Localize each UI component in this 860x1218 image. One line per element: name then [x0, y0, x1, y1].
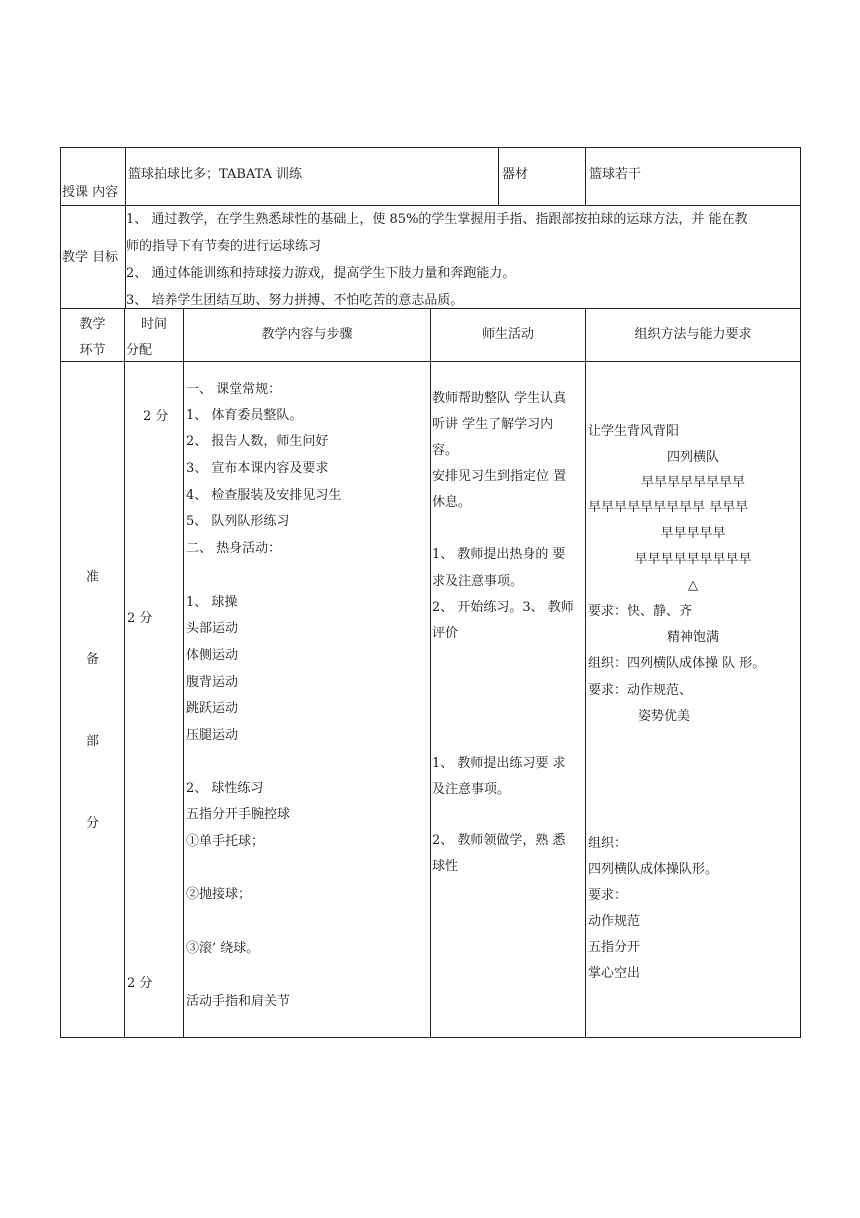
activity-line: 听讲 学生了解学习内: [432, 417, 554, 432]
col-header-activity: 师生活动: [481, 327, 534, 342]
org-line: 四列横队成体操队形。: [588, 862, 719, 877]
content-line: 1、 球操: [186, 595, 238, 610]
activity-line: 1、 教师提出练习要 求: [432, 756, 566, 771]
activity-line: 2、 开始练习。3、 教师: [432, 600, 574, 615]
activity-line: 求及注意事项。: [432, 574, 524, 589]
content-line: 4、 检查服装及安排见习生: [186, 488, 342, 503]
col-header-stage-2: 环节: [79, 343, 106, 358]
content-line: ②抛接球；: [186, 887, 252, 902]
col-divider-3: [430, 308, 431, 1038]
content-line: 3、 宣布本课内容及要求: [186, 461, 329, 476]
stage-char: 部: [85, 734, 99, 749]
content-line: 2、 报告人数，师生问好: [186, 434, 329, 449]
content-line: ①单手托球；: [186, 834, 265, 849]
table-border-top: [60, 147, 801, 148]
activity-line: 及注意事项。: [432, 782, 511, 797]
col-header-content: 教学内容与步骤: [261, 327, 353, 342]
org-line: 早早早早早早早早: [640, 475, 745, 490]
content-line: 二、 热身活动：: [186, 541, 282, 556]
activity-line: 评价: [432, 626, 459, 641]
activity-line: 2、 教师领做学，熟 悉: [432, 833, 566, 848]
content-line: 一、 课堂常规：: [186, 382, 282, 397]
col-divider-2: [183, 308, 184, 1038]
activity-line: 休息。: [432, 495, 472, 510]
col-header-org: 组织方法与能力要求: [634, 327, 752, 342]
col-header-stage-1: 教学: [79, 317, 106, 332]
content-line: ③滚’ 绕球。: [186, 941, 260, 956]
stage-char: 备: [85, 652, 99, 667]
org-line: 要求：快、静、齐: [588, 604, 693, 619]
activity-line: 1、 教师提出热身的 要: [432, 547, 566, 562]
table-border-right: [800, 147, 801, 1038]
activity-line: 容。: [432, 443, 459, 458]
org-line: 五指分开: [588, 940, 641, 955]
activity-line: 球性: [432, 859, 459, 874]
activity-line: 安排见习生到指定位 置: [432, 469, 567, 484]
org-line: 要求：: [588, 888, 628, 903]
content-line: 跳跃运动: [186, 701, 239, 716]
content-line: 活动手指和肩关节: [186, 994, 291, 1009]
content-value: 篮球拍球比多；TABATA 训练: [128, 167, 303, 182]
objective-line: 3、 培养学生团结互助、努力拼搏、不怕吃苦的意志品质。: [126, 293, 464, 308]
activity-line: 教师帮助整队 学生认真: [432, 391, 567, 406]
content-line: 1、 体育委员整队。: [186, 408, 303, 423]
table-border-left: [60, 147, 61, 1038]
equipment-value: 篮球若干: [589, 167, 642, 182]
content-line: 2、 球性练习: [186, 781, 264, 796]
objectives-label: 教学 目标: [62, 250, 119, 265]
time-value: 2 分: [127, 976, 153, 991]
org-line: 动作规范: [588, 914, 641, 929]
header-divider-2: [498, 147, 499, 206]
time-value: 2 分: [127, 611, 153, 626]
objective-line: 2、 通过体能训练和持球接力游戏，提高学生下肢力量和奔跑能力。: [126, 266, 516, 281]
org-line: 四列横队: [666, 450, 719, 465]
org-line: 组织：: [588, 836, 628, 851]
org-line: 早早早早早早早早早: [634, 552, 752, 567]
col-header-time-1: 时间: [140, 317, 167, 332]
time-value: 2 分: [143, 409, 169, 424]
content-line: 体侧运动: [186, 648, 239, 663]
org-line: 早早早早早早早早早 早早早: [588, 500, 749, 515]
header-divider-3: [585, 147, 586, 206]
content-line: 头部运动: [186, 621, 239, 636]
header-divider-1: [125, 147, 126, 206]
org-line: 掌心空出: [588, 966, 641, 981]
objective-line: 1、 通过教学，在学生熟悉球性的基础上，使 85%的学生掌握用手指、指跟部按拍球的运球方法，并 能在教: [126, 212, 748, 227]
stage-char: 准: [85, 570, 99, 585]
content-line: 腹背运动: [186, 675, 239, 690]
stage-char: 分: [85, 816, 99, 831]
content-line: 5、 队列队形练习: [186, 514, 290, 529]
org-line: 要求：动作规范、: [588, 683, 693, 698]
row-divider-1: [60, 205, 801, 206]
org-line: 姿势优美: [638, 709, 691, 724]
content-line: 五指分开手腕控球: [186, 807, 291, 822]
org-line: 组织：四列横队成体操 队 形。: [588, 656, 766, 671]
org-line: 精神饱满: [666, 630, 719, 645]
col-divider-1: [124, 308, 125, 1038]
col-divider-4: [585, 308, 586, 1038]
org-line: △: [688, 578, 698, 593]
org-line: 早早早早早: [660, 526, 726, 541]
content-line: 压腿运动: [186, 728, 239, 743]
col-header-time-2: 分配: [126, 343, 153, 358]
org-line: 让学生背风背阳: [588, 424, 680, 439]
content-label: 授课 内容: [62, 185, 119, 200]
objective-line: 师的指导下有节奏的进行运球练习: [126, 239, 322, 254]
equipment-label: 器材: [502, 167, 529, 182]
